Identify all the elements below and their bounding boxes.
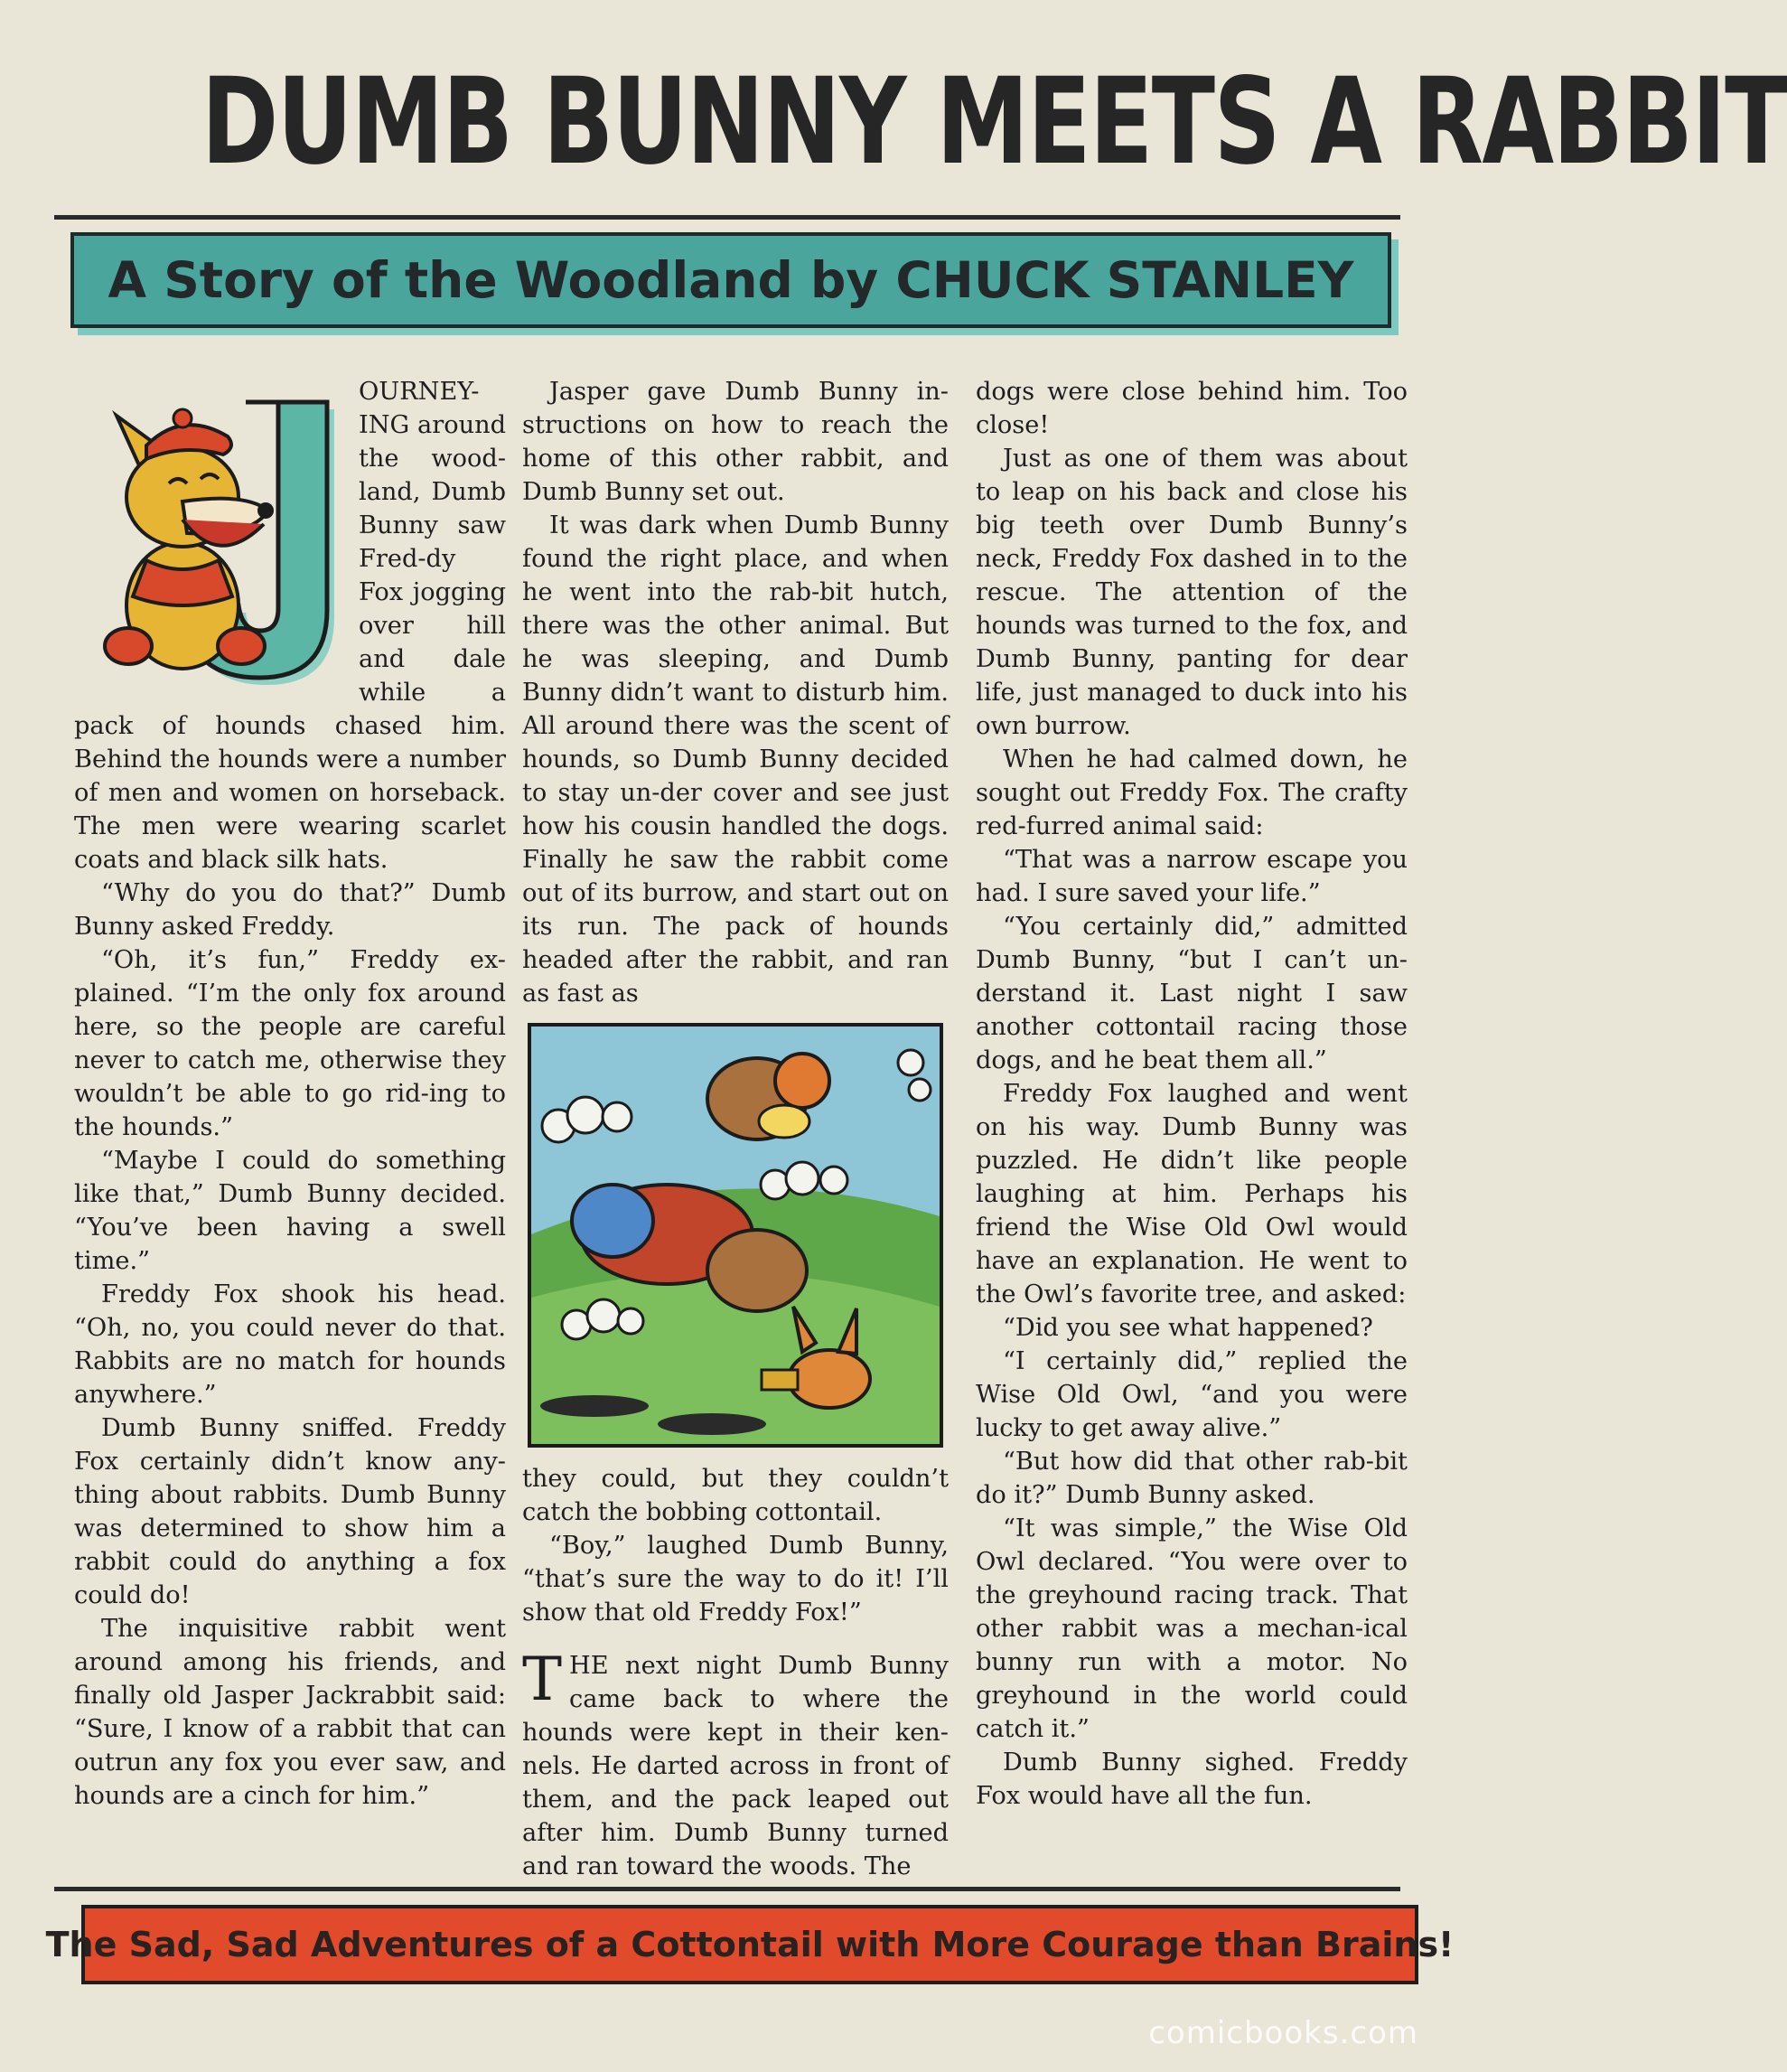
paragraph: “You certainly did,” admitted Dumb Bunny, “but I can’t un-derstand it. Last night I saw another cottontail racing those dogs, and he beat them all.”: [976, 913, 1408, 1074]
fox-mascot-illustration: [74, 375, 350, 700]
paragraph: Dumb Bunny sniffed. Freddy Fox certainly didn’t know any-thing about rabbits. Dumb Bunny was determined to show him a rabbit could do anything a fox could do!: [74, 1414, 506, 1609]
paragraph: Jasper gave Dumb Bunny in-structions on how to reach the home of this other rabbit, and Dumb Bunny set out.: [522, 378, 949, 506]
paragraph: The inquisitive rabbit went around among his friends, and finally old Jasper Jackrabbit said: “Sure, I know of a rabbit that can outrun any fox you ever saw, and hounds are a cinch for him.”: [74, 1615, 506, 1810]
paragraph: Just as one of them was about to leap on his back and close his big teeth over Dumb Bunny’s neck, Freddy Fox dashed in to the rescue. The attention of the hounds was turned to the fox, and Dumb Bunny, panting for dear life, just managed to duck into his own burrow.: [976, 445, 1408, 740]
text-column-3: [976, 375, 1408, 1875]
paragraph: “Did you see what happened?: [1003, 1314, 1373, 1342]
text-column-1: [74, 375, 506, 1875]
title-rule: [54, 215, 1400, 220]
footer-rule: [54, 1887, 1400, 1891]
footer-text: The Sad, Sad Adventures of a Cottontail with More Courage than Brains!: [45, 1925, 1455, 1964]
watermark: comicbooks.com: [1148, 2015, 1418, 2051]
scene-dropcap: T: [522, 1645, 563, 1714]
paragraph: When he had calmed down, he sought out Freddy Fox. The crafty red-furred animal said:: [976, 745, 1408, 840]
subtitle-text: A Story of the Woodland by CHUCK STANLEY: [108, 251, 1354, 309]
paragraph: “Oh, it’s fun,” Freddy ex-plained. “I’m the only fox around here, so the people are careful never to catch me, otherwise they wouldn’t be able to go rid-ing to the hounds.”: [74, 946, 506, 1141]
paragraph: Dumb Bunny sighed. Freddy Fox would have all the fun.: [976, 1749, 1408, 1810]
scene-break-paragraph: [522, 1645, 949, 1883]
paragraph: “Maybe I could do something like that,” Dumb Bunny decided. “You’ve been having a swell time.”: [74, 1147, 506, 1275]
paragraph: dogs were close behind him. Too close!: [976, 378, 1408, 439]
paragraph: “I certainly did,” replied the Wise Old Owl, “and you were lucky to get away alive.”: [976, 1347, 1408, 1442]
chase-illustration-panel: [528, 1023, 943, 1448]
paragraph: “But how did that other rab-bit do it?” Dumb Bunny asked.: [976, 1448, 1408, 1509]
paragraph: “Boy,” laughed Dumb Bunny, “that’s sure the way to do it! I’ll show that old Freddy Fox!”: [522, 1532, 949, 1627]
paragraph: Freddy Fox shook his head. “Oh, no, you could never do that. Rabbits are no match for hounds anywhere.”: [74, 1280, 506, 1409]
paragraph: Freddy Fox laughed and went on his way. Dumb Bunny was puzzled. He didn’t like people laughing at him. Perhaps his friend the Wise Old Owl would have an explanation. He went to the Owl’s favorite tree, and asked:: [976, 1080, 1408, 1308]
paragraph: they could, but they couldn’t catch the bobbing cottontail.: [522, 1465, 949, 1526]
footer-banner: [45, 1905, 1455, 1984]
hounds-chasing-rabbit-illustration: [531, 1027, 940, 1444]
paragraph: It was dark when Dumb Bunny found the right place, and when he went into the rab-bit hutch, there was the other animal. But he was sleeping, and Dumb Bunny didn’t want to disturb him. All around there was the scent of hounds, so Dumb Bunny decided to stay un-der cover and see just how his cousin handled the dogs. Finally he saw the rabbit come out of its burrow, and start out on its run. The pack of hounds headed after the rabbit, and ran as fast as: [522, 511, 949, 1008]
text-column-2: [522, 375, 949, 1880]
dropcap-illustration: [74, 375, 350, 700]
scene-text: HE next night Dumb Bunny came back to where the hounds were kept in their ken-nels. He darted across in front of them, and the pack leaped out after him. Dumb Bunny turned and ran toward the woods. The: [522, 1652, 949, 1880]
paragraph: OURNEY-ING around the wood-land, Dumb Bunny saw Fred-dy Fox jogging over hill and dale while a pack of hounds chased him. Behind the hounds were a number of men and women on horseback. The men were wearing scarlet coats and black silk hats.: [74, 378, 506, 874]
paragraph: “It was simple,” the Wise Old Owl declared. “You were over to the greyhound racing track. That other rabbit was a mechan-ical bunny run with a motor. No greyhound in the world could catch it.”: [976, 1514, 1408, 1743]
paragraph: “Why do you do that?” Dumb Bunny asked Freddy.: [74, 879, 506, 941]
subtitle-banner: [70, 232, 1391, 328]
paragraph: “That was a narrow escape you had. I sure saved your life.”: [976, 846, 1408, 907]
story-title: DUMB BUNNY MEETS A RABBIT: [201, 52, 1787, 192]
dropcap-letter: J: [277, 436, 280, 445]
